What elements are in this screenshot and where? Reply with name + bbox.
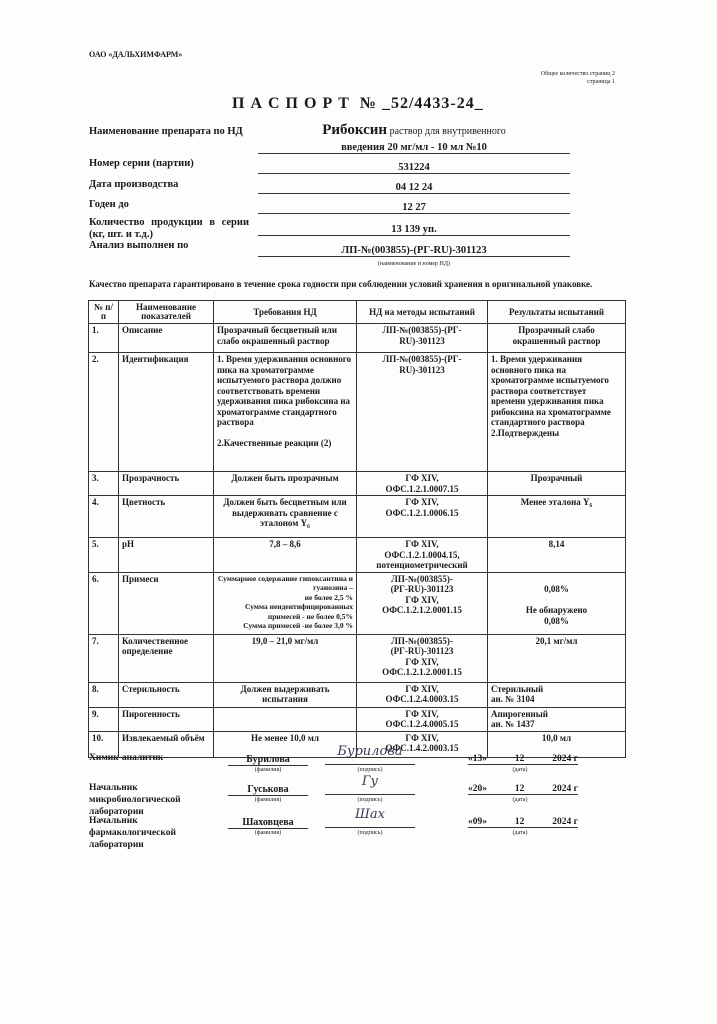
signer-role: Химик-аналитик — [89, 753, 164, 763]
handwritten-signature: Шах — [325, 807, 415, 828]
quantity-value: 13 139 уп. — [258, 224, 570, 236]
result: Стерильный ан. № 3104 — [488, 682, 626, 707]
test-method: ЛП-№(003855)- (РГ-RU)-301123 ГФ XIV, ОФС.1.2.1.2.0001.15 — [357, 572, 488, 634]
table-row — [89, 472, 626, 496]
field-label-series: Номер серии (партии) — [89, 158, 194, 169]
result: 8,14 — [488, 538, 626, 573]
signer-surname: Бурилова — [228, 754, 308, 766]
requirement: 7,8 – 8,6 — [214, 538, 357, 573]
surname-caption: (фамилия) — [254, 830, 282, 836]
analysis-caption: (наименование и номер НД) — [378, 261, 450, 267]
field-label-expiry: Годен до — [89, 199, 129, 210]
column-header: Наименование показателей — [119, 301, 214, 324]
requirement: Должен быть прозрачным — [214, 472, 357, 496]
indicator-name: Цветность — [119, 496, 214, 538]
row-number: 2. — [89, 353, 119, 472]
drug-name-main: Рибоксин — [322, 122, 388, 138]
row-number: 9. — [89, 707, 119, 731]
expiry-value: 12 27 — [258, 202, 570, 214]
date-day: «20» — [468, 784, 487, 794]
result: Менее эталона Y₆ — [488, 496, 626, 538]
page-title: П А С П О Р Т № _52/4433-24_ — [232, 95, 484, 112]
table-row — [89, 707, 626, 731]
date-caption: (дата) — [512, 797, 528, 803]
handwritten-signature: Бурилова — [325, 744, 415, 765]
indicator-name: Примеси — [119, 572, 214, 634]
indicator-name: Пирогенность — [119, 707, 214, 731]
row-number: 7. — [89, 634, 119, 682]
test-method: ЛП-№(003855)-(РГ-RU)-301123 — [357, 324, 488, 353]
result: 20,1 мг/мл — [488, 634, 626, 682]
series-value: 531224 — [258, 162, 570, 174]
date-month: 12 — [514, 784, 525, 794]
date-day: «13» — [468, 754, 487, 764]
result: 1. Время удерживания основного пика на хроматограмме испытуемого раствора соответствует времени удерживания пика рибоксина на хроматограмме стандартного раствора 2.Подтверждены — [488, 353, 626, 472]
signer-surname: Гуськова — [228, 784, 308, 796]
column-header: № п/п — [89, 301, 119, 324]
test-method: ГФ XIV, ОФС.1.2.1.0006.15 — [357, 496, 488, 538]
indicator-name: Стерильность — [119, 682, 214, 707]
test-method: ЛП-№(003855)-(РГ-RU)-301123 — [357, 353, 488, 472]
sign-date — [468, 754, 578, 765]
test-method: ГФ XIV, ОФС.1.2.1.0007.15 — [357, 472, 488, 496]
result: Апирогенный ан. № 1437 — [488, 707, 626, 731]
column-header: Требования НД — [214, 301, 357, 324]
field-label-analysis: Анализ выполнен по — [89, 240, 189, 251]
indicator-name: Описание — [119, 324, 214, 353]
table-row — [89, 353, 626, 472]
indicator-name: Извлекаемый объём — [119, 731, 214, 757]
row-number: 3. — [89, 472, 119, 496]
page-number: страница 1 — [587, 79, 615, 85]
test-method: ГФ XIV, ОФС.1.2.1.0004.15, потенциометрический — [357, 538, 488, 573]
row-number: 8. — [89, 682, 119, 707]
column-header: НД на методы испытаний — [357, 301, 488, 324]
date-day: «09» — [468, 817, 487, 827]
table-header-row — [89, 301, 626, 324]
table-row — [89, 496, 626, 538]
requirement: 1. Время удерживания основного пика на хроматограмме испытуемого раствора должно соответствовать времени удерживания пика рибоксина на хроматограмме стандартного раствора 2.Качественные реакции (2) — [214, 353, 357, 472]
test-method: ГФ XIV, ОФС.1.2.4.0005.15 — [357, 707, 488, 731]
company-name: ОАО «ДАЛЬХИМФАРМ» — [89, 50, 183, 59]
signer-surname: Шаховцева — [228, 817, 308, 829]
guarantee-text: Качество препарата гарантировано в течение срока годности при соблюдении условий хранения в оригинальной упаковке. — [89, 279, 593, 289]
requirement: Не менее 10,0 мл — [214, 731, 357, 757]
result: Прозрачный слабо окрашенный раствор — [488, 324, 626, 353]
indicator-name: Количественное определение — [119, 634, 214, 682]
requirement: Должен быть бесцветным или выдерживать сравнение с эталоном Y₆ — [214, 496, 357, 538]
table-row — [89, 572, 626, 634]
indicator-name: Прозрачность — [119, 472, 214, 496]
test-method: ЛП-№(003855)- (РГ-RU)-301123 ГФ XIV, ОФС.1.2.1.2.0001.15 — [357, 634, 488, 682]
table-row — [89, 682, 626, 707]
test-method: ГФ XIV, ОФС.1.2.4.0003.15 — [357, 682, 488, 707]
analysis-value: ЛП-№(003855)-(РГ-RU)-301123 — [258, 245, 570, 257]
result: 0,08% Не обнаружено 0,08% — [488, 572, 626, 634]
table-row — [89, 634, 626, 682]
requirement: 19,0 – 21,0 мг/мл — [214, 634, 357, 682]
table-row — [89, 538, 626, 573]
row-number: 4. — [89, 496, 119, 538]
surname-caption: (фамилия) — [254, 767, 282, 773]
handwritten-signature: Гу — [325, 774, 415, 795]
field-label-drug: Наименование препарата по НД — [89, 126, 243, 137]
date-caption: (дата) — [512, 830, 528, 836]
row-number: 10. — [89, 731, 119, 757]
page-count: Общее количество страниц 2 — [540, 71, 615, 77]
row-number: 6. — [89, 572, 119, 634]
signature-caption: (подпись) — [357, 797, 383, 803]
result: 10,0 мл — [488, 731, 626, 757]
row-number: 5. — [89, 538, 119, 573]
result: Прозрачный — [488, 472, 626, 496]
field-label-prod-date: Дата производства — [89, 179, 179, 190]
prod-date-value: 04 12 24 — [258, 182, 570, 194]
results-table — [88, 300, 626, 758]
signature-caption: (подпись) — [357, 830, 383, 836]
test-method: ГФ XIV, ОФС.1.4.2.0003.15 — [357, 731, 488, 757]
field-label-quantity: Количество продукции в серии (кг, шт. и т.д.) — [89, 217, 249, 240]
requirement: Суммарное содержание гипоксантина и гуанозина – не более 2,5 % Сумма неидентифицированных примесей - не более 0,5% Сумма примесей -не более 3,0 % — [214, 572, 357, 634]
sign-date — [468, 784, 578, 795]
requirement: Прозрачный бесцветный или слабо окрашенный раствор — [214, 324, 357, 353]
table-row — [89, 324, 626, 353]
date-year: 2024 г — [552, 754, 578, 764]
drug-name — [258, 122, 570, 139]
requirement — [214, 707, 357, 731]
surname-caption: (фамилия) — [254, 797, 282, 803]
signature-caption: (подпись) — [357, 767, 383, 773]
drug-dosage: введения 20 мг/мл - 10 мл №10 — [258, 142, 570, 154]
row-number: 1. — [89, 324, 119, 353]
date-caption: (дата) — [512, 767, 528, 773]
column-header: Результаты испытаний — [488, 301, 626, 324]
signer-role: Начальник фармакологической лаборатории — [89, 816, 176, 850]
indicator-name: Идентификация — [119, 353, 214, 472]
sign-date — [468, 817, 578, 828]
date-year: 2024 г — [552, 817, 578, 827]
signer-role: Начальник микробиологической лаборатории — [89, 783, 181, 817]
date-month: 12 — [514, 817, 525, 827]
date-month: 12 — [514, 754, 525, 764]
date-year: 2024 г — [552, 784, 578, 794]
drug-name-rest: раствор для внутривенного — [389, 126, 506, 137]
indicator-name: pH — [119, 538, 214, 573]
requirement: Должен выдерживать испытания — [214, 682, 357, 707]
